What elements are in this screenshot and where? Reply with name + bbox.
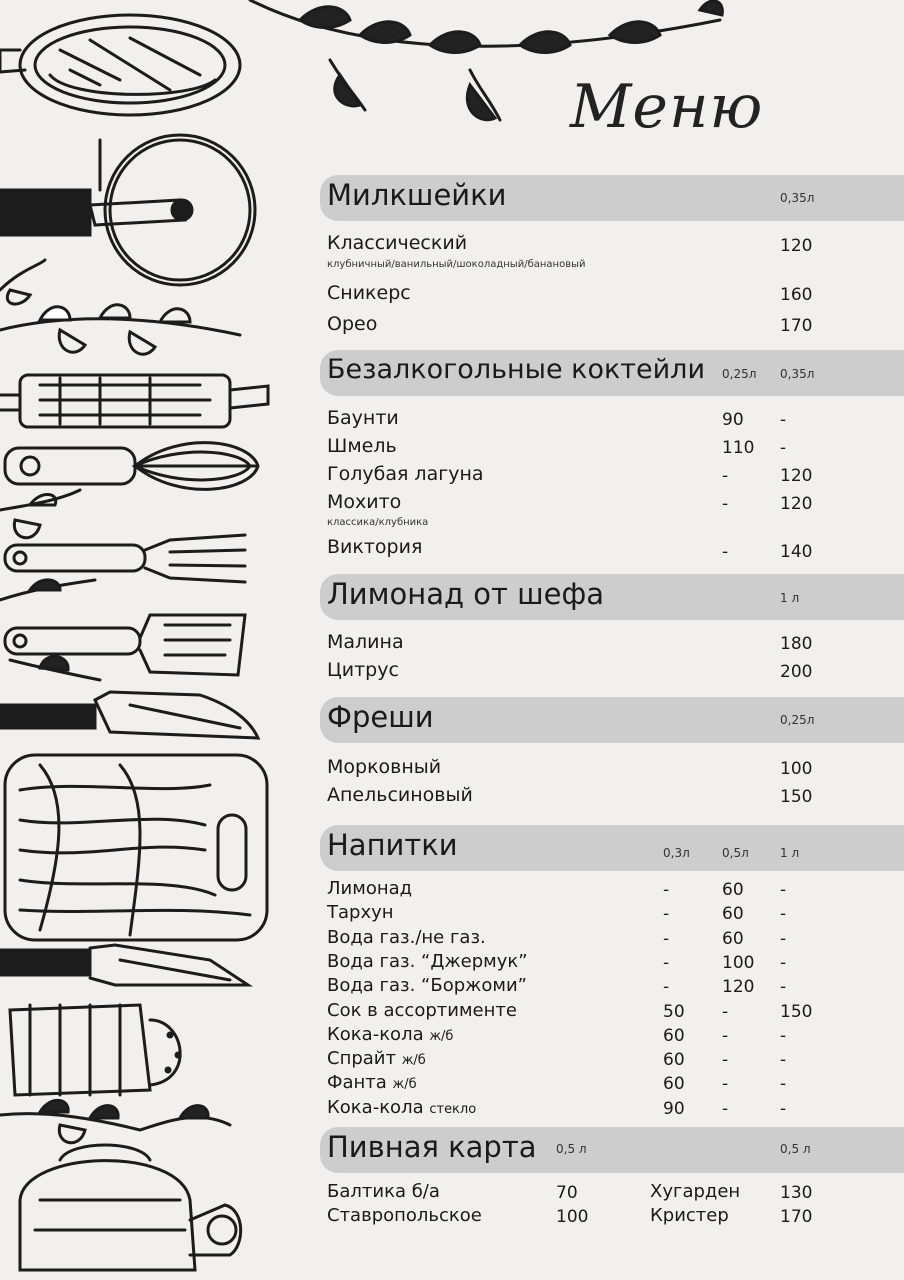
volume-header: 0,5 л (556, 1142, 587, 1156)
menu-item-price: 60 (663, 1050, 685, 1070)
menu-item: Баунти (327, 407, 399, 429)
menu-item: Кристер (650, 1205, 729, 1226)
menu-item-price: 100 (722, 953, 755, 973)
teapot-icon (20, 1145, 241, 1270)
menu-item-price: 120 (780, 466, 813, 486)
volume-header: 0,5л (722, 846, 749, 860)
menu-item (327, 975, 527, 996)
frying-pan-icon (0, 15, 240, 115)
menu-item-price: 120 (722, 977, 755, 997)
menu-item-price: - (780, 410, 787, 430)
menu-item-price: 100 (556, 1207, 589, 1227)
menu-item-price: - (780, 953, 787, 973)
section-title-cocktails: Безалкогольные коктейли (327, 354, 705, 385)
menu-item: Хугарден (650, 1181, 741, 1202)
menu-item: Классический (327, 232, 468, 254)
menu-item-price: - (780, 1026, 787, 1046)
menu-item (327, 1048, 426, 1069)
menu-item-price: - (780, 904, 787, 924)
volume-header: 0,35л (780, 191, 815, 205)
menu-item: Ставропольское (327, 1205, 482, 1226)
cutting-board-icon (5, 755, 267, 940)
menu-item-price: 150 (780, 787, 813, 807)
menu-item-price: - (722, 1074, 729, 1094)
menu-item-price: 180 (780, 634, 813, 654)
menu-item-name: Вода газ./не газ. (327, 927, 486, 948)
menu-item-price: - (663, 904, 670, 924)
whisk-icon (5, 443, 258, 490)
menu-item-price: - (722, 494, 729, 514)
knife-icon (0, 692, 258, 738)
menu-item-price: 60 (663, 1026, 685, 1046)
leaf-sprig-icon-2 (0, 490, 80, 538)
menu-item (327, 1024, 453, 1045)
menu-item-packaging: ж/б (429, 1029, 454, 1044)
menu-item-price: 150 (780, 1002, 813, 1022)
menu-item-name: Сок в ассортименте (327, 1000, 517, 1021)
leaf-sprig-icon (0, 260, 240, 354)
menu-item-note: клубничный/ванильный/шоколадный/банановый (327, 259, 586, 270)
menu-item (327, 878, 412, 899)
menu-item (327, 1072, 417, 1093)
menu-item-price: 90 (663, 1099, 685, 1119)
menu-item-price: - (722, 1099, 729, 1119)
leaf-sprig-icon-3 (0, 580, 100, 680)
menu-item-name: Вода газ. “Джермук” (327, 951, 528, 972)
menu-item-price: 60 (722, 929, 744, 949)
menu-item: Малина (327, 631, 404, 653)
menu-item: Цитрус (327, 659, 399, 681)
volume-header: 0,25л (722, 367, 757, 381)
menu-item: Орео (327, 313, 378, 335)
menu-item-price: 60 (722, 880, 744, 900)
menu-item-price: 200 (780, 662, 813, 682)
menu-item-price: 70 (556, 1183, 578, 1203)
menu-item-price: - (663, 953, 670, 973)
fork-icon (5, 535, 245, 582)
menu-item: Виктория (327, 536, 423, 558)
volume-header: 0,25л (780, 713, 815, 727)
menu-item-price: 100 (780, 759, 813, 779)
chef-knife-icon (0, 945, 248, 985)
menu-item (327, 1097, 476, 1118)
menu-item-price: - (722, 466, 729, 486)
menu-item-price: - (722, 542, 729, 562)
volume-header: 0,3л (663, 846, 690, 860)
menu-item-price: 140 (780, 542, 813, 562)
menu-item-price: - (722, 1050, 729, 1070)
menu-item-price: - (663, 977, 670, 997)
volume-header: 0,5 л (780, 1142, 811, 1156)
salt-shaker-icon (10, 1005, 180, 1095)
menu-item-price: - (780, 438, 787, 458)
menu-item-price: - (780, 1050, 787, 1070)
menu-item-name: Лимонад (327, 878, 413, 899)
menu-item-note: классика/клубника (327, 517, 429, 528)
menu-item-name: Кока-кола (327, 1024, 424, 1045)
menu-item-name: Вода газ. “Боржоми” (327, 975, 528, 996)
menu-item: Мохито (327, 491, 402, 513)
menu-item-price: 60 (663, 1074, 685, 1094)
section-title-beer: Пивная карта (327, 1130, 537, 1164)
menu-item-price: 50 (663, 1002, 685, 1022)
volume-header: 1 л (780, 591, 800, 605)
menu-item: Голубая лагуна (327, 463, 484, 485)
menu-item-price: - (780, 880, 787, 900)
menu-item-price: - (663, 880, 670, 900)
section-title-fresh: Фреши (327, 700, 434, 734)
menu-item-price: - (722, 1026, 729, 1046)
menu-item-name: Тархун (327, 902, 394, 923)
menu-item: Шмель (327, 435, 397, 457)
menu-item: Морковный (327, 756, 442, 778)
menu-item-price: 120 (780, 236, 813, 256)
menu-item-price: 170 (780, 316, 813, 336)
menu-item-price: - (780, 929, 787, 949)
menu-item-name: Кока-кола (327, 1097, 424, 1118)
menu-item-price: - (780, 1099, 787, 1119)
menu-item-price: - (780, 977, 787, 997)
section-title-milkshakes: Милкшейки (327, 178, 507, 212)
menu-item (327, 902, 394, 923)
menu-item: Сникерс (327, 282, 411, 304)
menu-item-price: 130 (780, 1183, 813, 1203)
menu-item-price: - (780, 1074, 787, 1094)
volume-header: 0,35л (780, 367, 815, 381)
menu-item-price: 160 (780, 285, 813, 305)
menu-item-packaging: ж/б (401, 1053, 426, 1068)
menu-item (327, 1000, 517, 1021)
menu-item-price: - (663, 929, 670, 949)
menu-item-packaging: ж/б (392, 1077, 417, 1092)
menu-item-name: Фанта (327, 1072, 387, 1093)
section-title-drinks: Напитки (327, 828, 458, 862)
menu-item-price: 110 (722, 438, 755, 458)
menu-item-price: 60 (722, 904, 744, 924)
volume-header: 1 л (780, 846, 800, 860)
menu-item-name: Спрайт (327, 1048, 396, 1069)
menu-title: Меню (570, 72, 764, 142)
section-title-lemonade: Лимонад от шефа (327, 577, 605, 611)
menu-item-packaging: стекло (429, 1102, 477, 1117)
menu-item-price: 120 (780, 494, 813, 514)
menu-item-price: 90 (722, 410, 744, 430)
menu-item (327, 951, 528, 972)
menu-item: Апельсиновый (327, 784, 473, 806)
menu-item-price: 170 (780, 1207, 813, 1227)
menu-item-price: - (722, 1002, 729, 1022)
leaf-sprig-icon-4 (0, 1100, 230, 1142)
menu-item: Балтика б/а (327, 1181, 440, 1202)
menu-item (327, 927, 486, 948)
rolling-pin-icon (0, 375, 268, 427)
